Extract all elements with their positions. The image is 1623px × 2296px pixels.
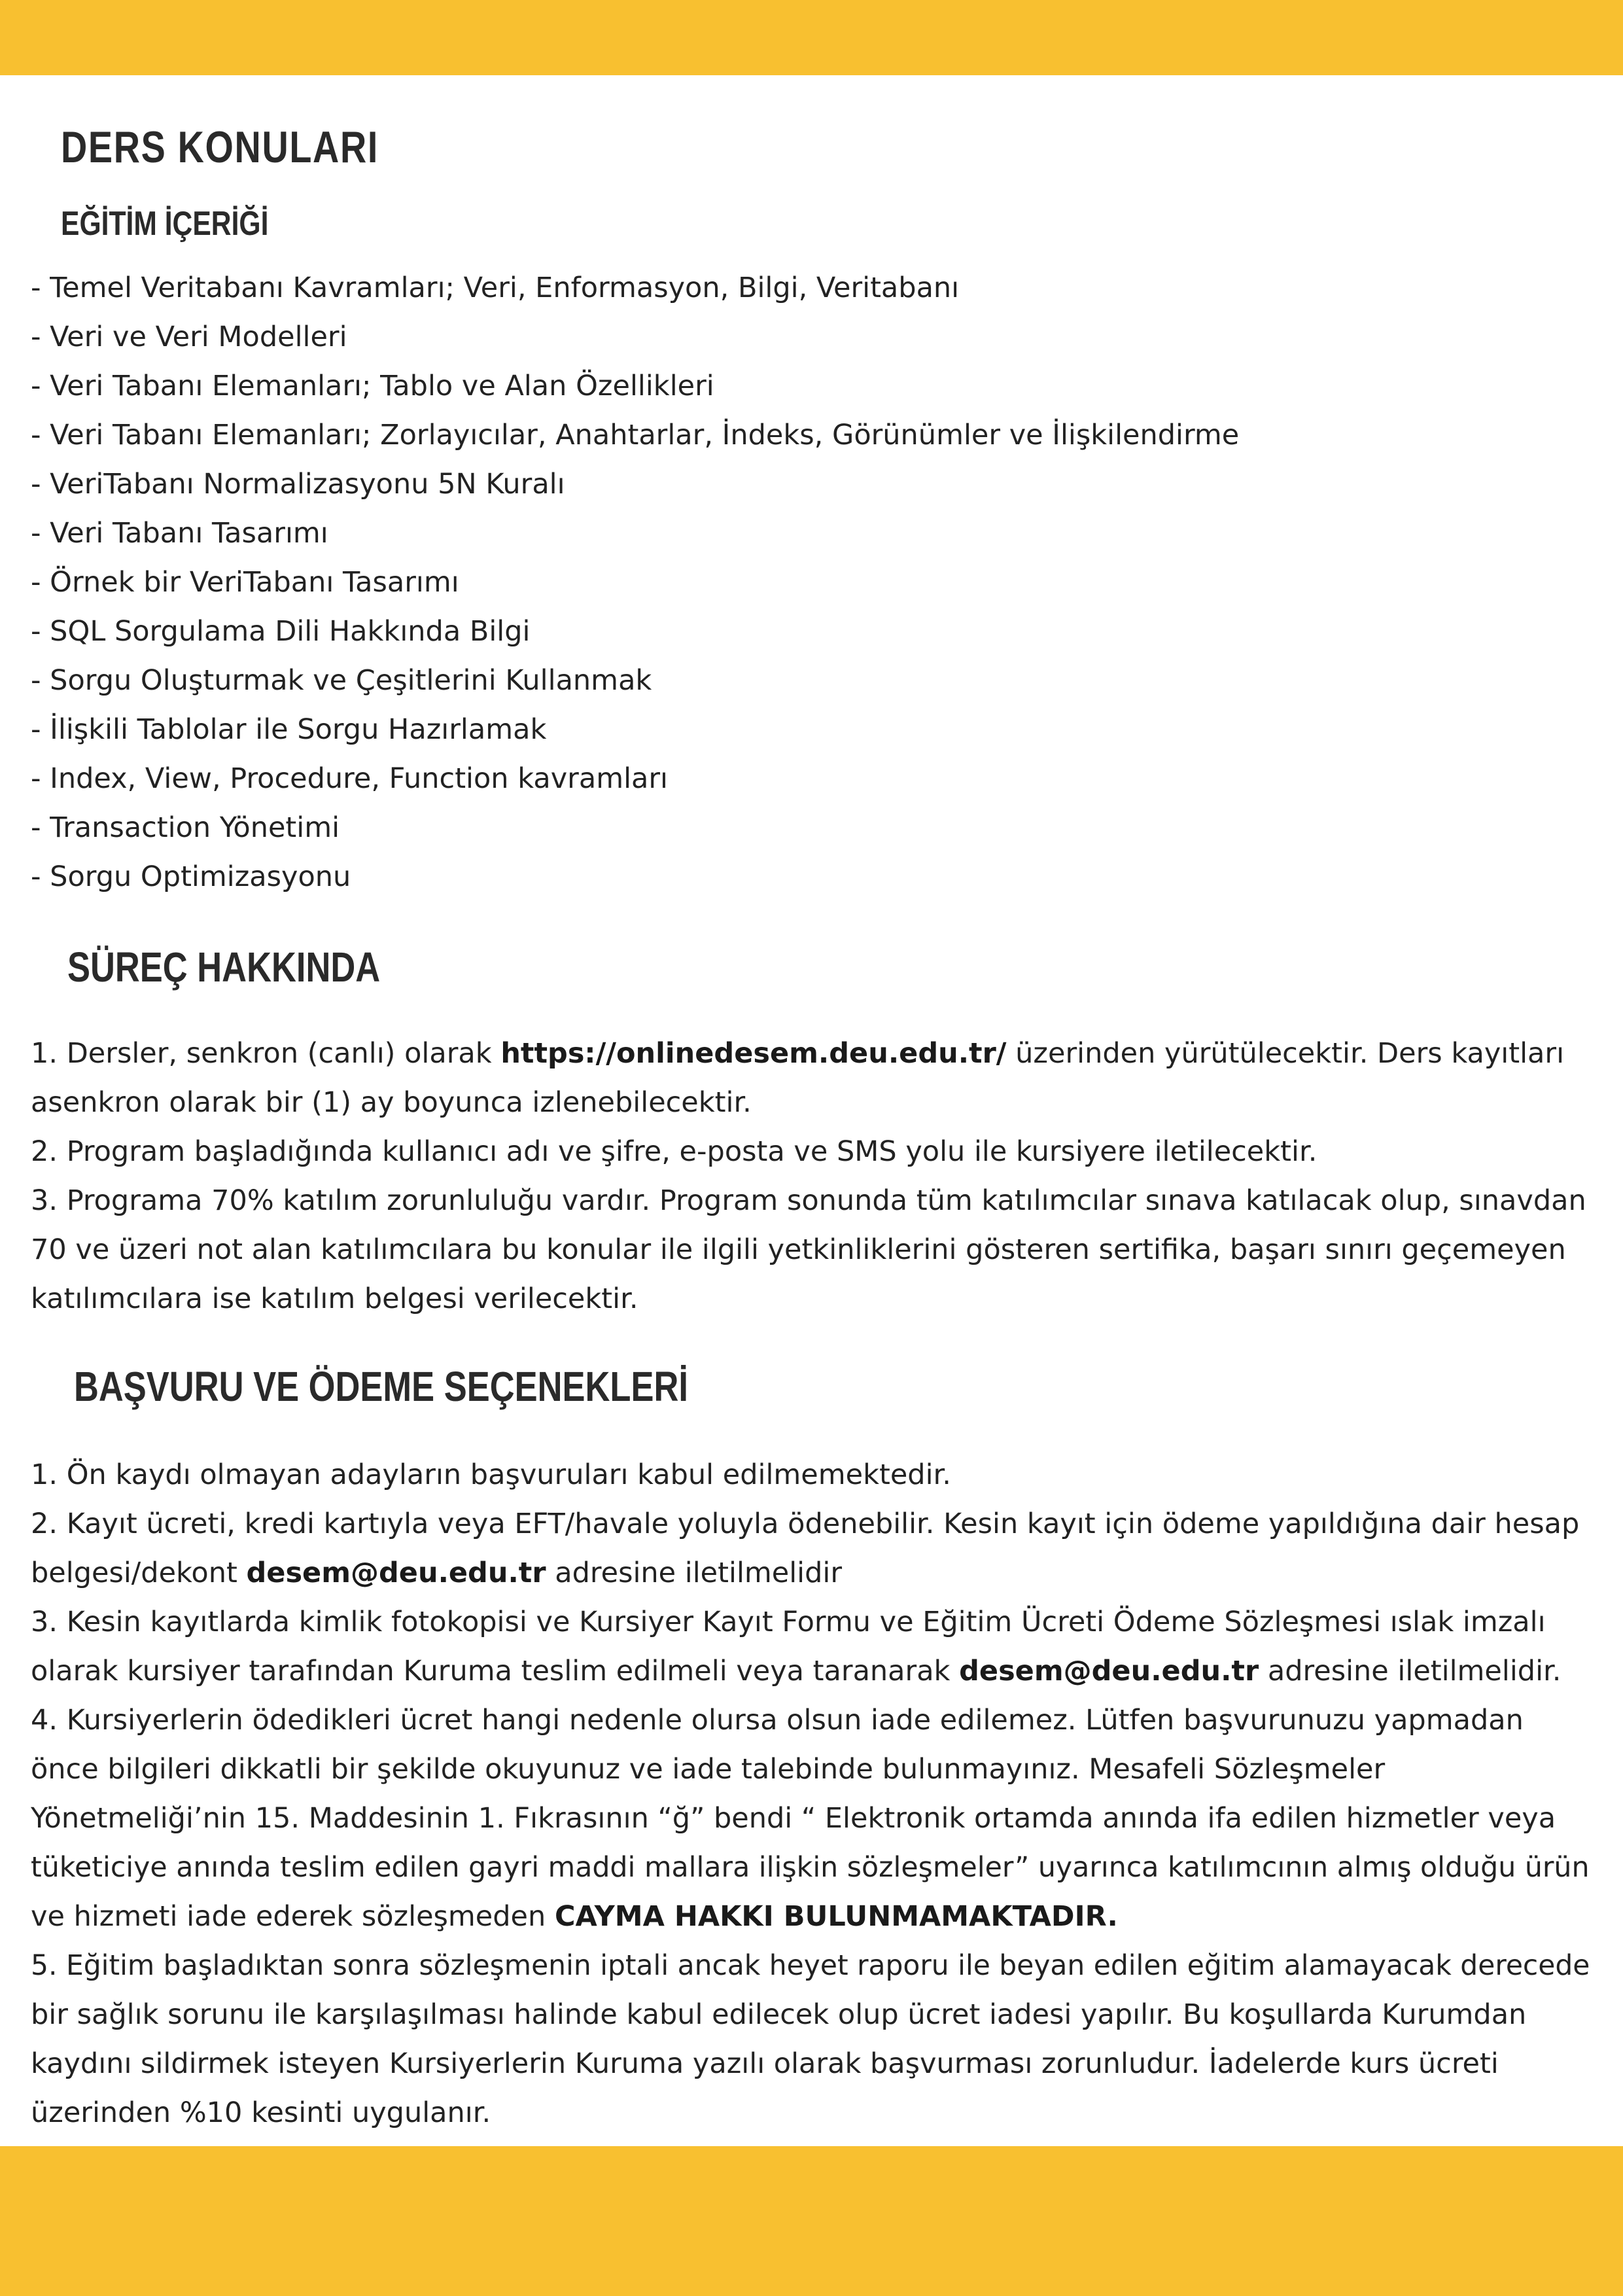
topic-item: - Sorgu Oluşturmak ve Çeşitlerini Kullanmak [31, 664, 652, 697]
topic-item: - Veri Tabanı Tasarımı [31, 517, 328, 550]
paragraph-line: 1. Ön kaydı olmayan adayların başvuruları kabul edilmemektedir. [31, 1458, 951, 1491]
paragraph-line [31, 1029, 1564, 1078]
text-span: 1. Dersler, senkron (canlı) olarak [31, 1037, 501, 1070]
paragraph-line [31, 1892, 1118, 1941]
text-span: belgesi/dekont [31, 1557, 247, 1589]
paragraph-line: 3. Kesin kayıtlarda kimlik fotokopisi ve Kursiyer Kayıt Formu ve Eğitim Ücreti Ödeme Sözleşmesi ıslak imzalı [31, 1606, 1546, 1638]
top-color-band [0, 0, 1623, 75]
course-platform-link[interactable]: https://onlinedesem.deu.edu.tr/ [500, 1037, 1007, 1070]
topic-item: - Veri ve Veri Modelleri [31, 321, 347, 353]
text-span: adresine iletilmelidir. [1259, 1655, 1562, 1687]
topic-item: - Veri Tabanı Elemanları; Zorlayıcılar, Anahtarlar, İndeks, Görünümler ve İlişkilendirme [31, 419, 1240, 451]
paragraph-line: asenkron olarak bir (1) ay boyunca izlenebilecektir. [31, 1086, 752, 1119]
paragraph-line: kaydını sildirmek isteyen Kursiyerlerin Kuruma yazılı olarak başvurması zorunludur. İadelerde kurs ücreti [31, 2047, 1499, 2080]
section-heading-basvuru: BAŞVURU VE ÖDEME SEÇENEKLERİ [74, 1363, 688, 1410]
topic-item: - Sorgu Optimizasyonu [31, 860, 351, 893]
email-link[interactable]: desem@deu.edu.tr [246, 1557, 546, 1589]
paragraph-line [31, 1647, 1561, 1696]
bottom-color-band [0, 2146, 1623, 2296]
paragraph-line: 3. Programa 70% katılım zorunluluğu vardır. Program sonunda tüm katılımcılar sınava katılacak olup, sınavdan [31, 1184, 1586, 1217]
topic-item: - Transaction Yönetimi [31, 811, 340, 844]
emphasis-text: CAYMA HAKKI BULUNMAMAKTADIR. [554, 1900, 1118, 1933]
topic-item: - SQL Sorgulama Dili Hakkında Bilgi [31, 615, 531, 648]
paragraph-line [31, 1549, 842, 1598]
section-heading-egitim-icerigi: EĞİTİM İÇERİĞİ [61, 205, 269, 243]
topic-item: - İlişkili Tablolar ile Sorgu Hazırlamak [31, 713, 547, 746]
text-span: olarak kursiyer tarafından Kuruma teslim edilmeli veya taranarak [31, 1655, 960, 1687]
paragraph-line: katılımcılara ise katılım belgesi verilecektir. [31, 1282, 638, 1315]
paragraph-line: 5. Eğitim başladıktan sonra sözleşmenin iptali ancak heyet raporu ile beyan edilen eğitim alamayacak derecede [31, 1949, 1590, 1982]
paragraph-line: Yönetmeliği’nin 15. Maddesinin 1. Fıkrasının “ğ” bendi “ Elektronik ortamda anında ifa edilen hizmetler veya [31, 1802, 1556, 1835]
page-title: DERS KONULARI [61, 122, 379, 172]
paragraph-line: önce bilgileri dikkatli bir şekilde okuyunuz ve iade talebinde bulunmayınız. Mesafeli Sözleşmeler [31, 1753, 1386, 1786]
section-heading-surec-hakkinda: SÜREÇ HAKKINDA [67, 944, 381, 991]
paragraph-line: 4. Kursiyerlerin ödedikleri ücret hangi nedenle olursa olsun iade edilemez. Lütfen başvurunuzu yapmadan [31, 1704, 1524, 1737]
paragraph-line: 2. Kayıt ücreti, kredi kartıyla veya EFT/havale yoluyla ödenebilir. Kesin kayıt için ödeme yapıldığına dair hesap [31, 1508, 1580, 1540]
topic-item: - Veri Tabanı Elemanları; Tablo ve Alan Özellikleri [31, 370, 714, 402]
paragraph-line: 2. Program başladığında kullanıcı adı ve şifre, e-posta ve SMS yolu ile kursiyere iletilecektir. [31, 1135, 1318, 1168]
topic-item: - Temel Veritabanı Kavramları; Veri, Enformasyon, Bilgi, Veritabanı [31, 272, 960, 304]
text-span: üzerinden yürütülecektir. Ders kayıtları [1006, 1037, 1565, 1070]
topic-item: - Index, View, Procedure, Function kavramları [31, 762, 669, 795]
text-span: ve hizmeti iade ederek sözleşmeden [31, 1900, 555, 1933]
text-span: adresine iletilmelidir [546, 1557, 843, 1589]
paragraph-line: üzerinden %10 kesinti uygulanır. [31, 2096, 491, 2129]
paragraph-line: 70 ve üzeri not alan katılımcılara bu konular ile ilgili yetkinliklerini gösteren sertifika, başarı sınırı geçemeyen [31, 1233, 1566, 1266]
paragraph-line: bir sağlık sorunu ile karşılaşılması halinde kabul edilecek olup ücret iadesi yapılır. Bu koşullarda Kurumdan [31, 1998, 1527, 2031]
topic-item: - VeriTabanı Normalizasyonu 5N Kuralı [31, 468, 565, 501]
topic-item: - Örnek bir VeriTabanı Tasarımı [31, 566, 459, 599]
paragraph-line: tüketiciye anında teslim edilen gayri maddi mallara ilişkin sözleşmeler” uyarınca katılımcının almış olduğu ürün [31, 1851, 1590, 1884]
email-link[interactable]: desem@deu.edu.tr [959, 1655, 1259, 1687]
